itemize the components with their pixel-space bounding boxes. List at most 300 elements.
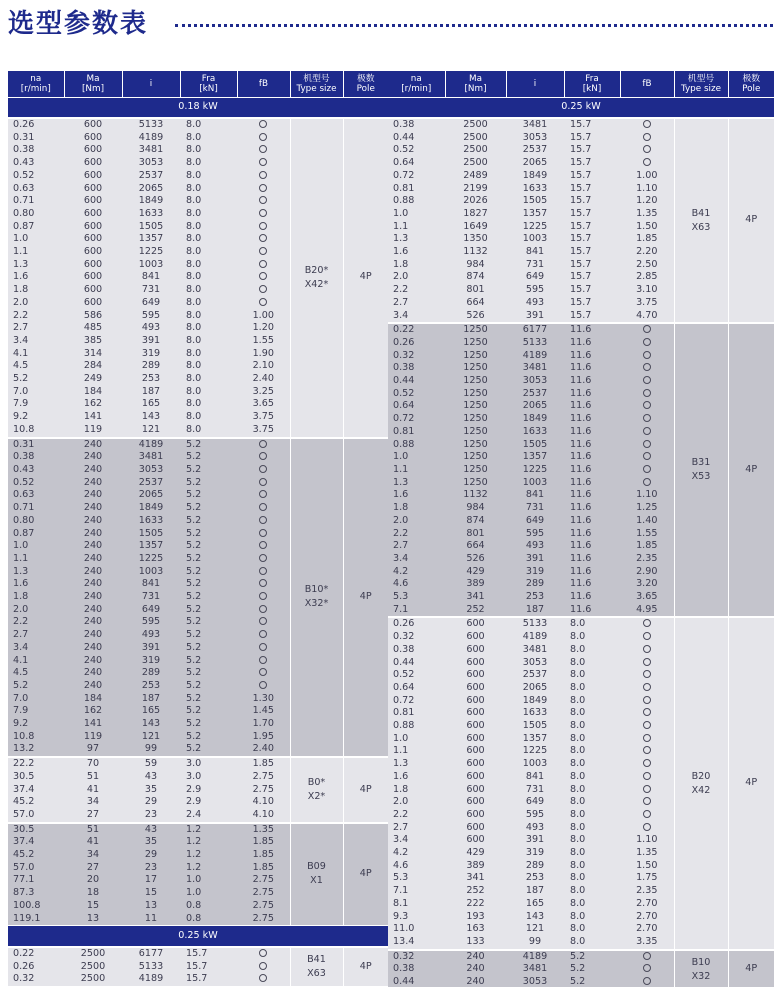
fra-cell: 8.0 bbox=[180, 144, 237, 157]
na-cell: 1.3 bbox=[388, 477, 445, 490]
fb-cell: 3.65 bbox=[237, 398, 290, 411]
ma-cell: 600 bbox=[64, 183, 122, 196]
fra-cell: 15.7 bbox=[564, 183, 620, 196]
fra-cell: 8.0 bbox=[564, 733, 620, 746]
i-cell: 2065 bbox=[122, 489, 180, 502]
fb-cell: 1.85 bbox=[237, 836, 290, 849]
fra-cell: 5.2 bbox=[180, 515, 237, 528]
circle-icon bbox=[643, 465, 651, 473]
ma-cell: 600 bbox=[64, 195, 122, 208]
header-i: i bbox=[506, 71, 564, 97]
fra-cell: 11.6 bbox=[564, 426, 620, 439]
table-row bbox=[388, 617, 774, 631]
header-fra-line: Fra bbox=[201, 74, 216, 85]
fb-cell bbox=[620, 400, 674, 413]
fb-cell bbox=[237, 642, 290, 655]
ma-cell: 600 bbox=[445, 617, 506, 631]
ma-cell: 240 bbox=[64, 578, 122, 591]
ma-cell: 2500 bbox=[445, 118, 506, 132]
fb-cell: 2.90 bbox=[620, 566, 674, 579]
i-cell: 29 bbox=[122, 849, 180, 862]
fb-cell: 1.85 bbox=[237, 757, 290, 771]
fra-cell: 2.4 bbox=[180, 809, 237, 823]
i-cell: 23 bbox=[122, 809, 180, 823]
fb-cell bbox=[620, 157, 674, 170]
fb-cell bbox=[620, 733, 674, 746]
na-cell: 0.38 bbox=[388, 963, 445, 976]
circle-icon bbox=[259, 579, 267, 587]
fra-cell: 8.0 bbox=[180, 424, 237, 438]
type-size-cell bbox=[674, 118, 728, 323]
i-cell: 4189 bbox=[122, 973, 180, 986]
fb-cell: 1.70 bbox=[237, 718, 290, 731]
i-cell: 4189 bbox=[506, 350, 564, 363]
ma-cell: 2199 bbox=[445, 183, 506, 196]
na-cell: 1.0 bbox=[388, 208, 445, 221]
fra-cell: 11.6 bbox=[564, 400, 620, 413]
fra-cell: 15.7 bbox=[180, 961, 237, 974]
na-cell: 0.52 bbox=[8, 477, 64, 490]
header-fb: fB bbox=[237, 71, 290, 97]
fb-cell bbox=[620, 657, 674, 670]
na-cell: 0.26 bbox=[388, 337, 445, 350]
i-cell: 595 bbox=[506, 809, 564, 822]
fra-cell: 15.7 bbox=[564, 132, 620, 145]
fb-cell bbox=[237, 961, 290, 974]
fb-cell bbox=[620, 976, 674, 987]
table-row bbox=[8, 757, 388, 771]
fra-cell: 5.2 bbox=[180, 464, 237, 477]
circle-icon bbox=[259, 234, 267, 242]
ma-cell: 1350 bbox=[445, 233, 506, 246]
i-cell: 1505 bbox=[122, 528, 180, 541]
ma-cell: 874 bbox=[445, 271, 506, 284]
na-cell: 2.0 bbox=[388, 271, 445, 284]
i-cell: 121 bbox=[506, 923, 564, 936]
i-cell: 1849 bbox=[506, 695, 564, 708]
ma-cell: 240 bbox=[64, 528, 122, 541]
circle-icon bbox=[643, 427, 651, 435]
i-cell: 253 bbox=[122, 680, 180, 693]
ma-cell: 600 bbox=[445, 758, 506, 771]
pole-cell: 4P bbox=[343, 438, 388, 758]
circle-icon bbox=[643, 158, 651, 166]
ma-cell: 240 bbox=[64, 477, 122, 490]
i-cell: 5133 bbox=[506, 337, 564, 350]
type-size-cell bbox=[674, 323, 728, 617]
i-cell: 319 bbox=[506, 847, 564, 860]
fra-cell: 5.2 bbox=[180, 655, 237, 668]
i-cell: 43 bbox=[122, 771, 180, 784]
fra-cell: 8.0 bbox=[180, 398, 237, 411]
circle-icon bbox=[259, 503, 267, 511]
fra-cell: 8.0 bbox=[180, 246, 237, 259]
i-cell: 99 bbox=[122, 743, 180, 757]
circle-icon bbox=[643, 823, 651, 831]
circle-icon bbox=[643, 632, 651, 640]
fb-cell bbox=[237, 667, 290, 680]
fb-cell: 2.70 bbox=[620, 898, 674, 911]
ma-cell: 600 bbox=[64, 132, 122, 145]
ma-cell: 15 bbox=[64, 900, 122, 913]
fb-cell bbox=[620, 631, 674, 644]
ma-cell: 389 bbox=[445, 578, 506, 591]
ma-cell: 385 bbox=[64, 335, 122, 348]
i-cell: 493 bbox=[506, 297, 564, 310]
fra-cell: 8.0 bbox=[564, 822, 620, 835]
ma-cell: 240 bbox=[64, 629, 122, 642]
na-cell: 0.38 bbox=[388, 362, 445, 375]
i-cell: 187 bbox=[506, 604, 564, 618]
ma-cell: 984 bbox=[445, 502, 506, 515]
type-size-cell bbox=[290, 823, 343, 926]
fb-cell: 2.75 bbox=[237, 887, 290, 900]
header-na bbox=[8, 71, 64, 97]
i-cell: 731 bbox=[506, 502, 564, 515]
fra-cell: 11.6 bbox=[564, 477, 620, 490]
i-cell: 841 bbox=[122, 271, 180, 284]
header-fra bbox=[180, 71, 237, 97]
header-na-line: [r/min] bbox=[401, 84, 432, 95]
ma-cell: 600 bbox=[445, 631, 506, 644]
ma-cell: 240 bbox=[64, 515, 122, 528]
header-type-size-line: Type size bbox=[296, 84, 337, 95]
na-cell: 0.26 bbox=[388, 617, 445, 631]
na-cell: 1.6 bbox=[8, 271, 64, 284]
fra-cell: 8.0 bbox=[180, 208, 237, 221]
i-cell: 731 bbox=[122, 591, 180, 604]
fra-cell: 5.2 bbox=[564, 963, 620, 976]
circle-icon bbox=[259, 529, 267, 537]
fra-cell: 11.6 bbox=[564, 464, 620, 477]
fra-cell: 5.2 bbox=[180, 489, 237, 502]
fb-cell: 3.20 bbox=[620, 578, 674, 591]
na-cell: 2.2 bbox=[388, 528, 445, 541]
type-size-cell-line: X32* bbox=[304, 598, 329, 610]
na-cell: 0.52 bbox=[388, 388, 445, 401]
i-cell: 187 bbox=[122, 386, 180, 399]
fb-cell: 2.75 bbox=[237, 900, 290, 913]
na-cell: 9.3 bbox=[388, 911, 445, 924]
circle-icon bbox=[643, 145, 651, 153]
fra-cell: 8.0 bbox=[564, 644, 620, 657]
i-cell: 649 bbox=[506, 796, 564, 809]
type-size-cell bbox=[290, 438, 343, 758]
ma-cell: 600 bbox=[445, 822, 506, 835]
i-cell: 1849 bbox=[506, 413, 564, 426]
i-cell: 1357 bbox=[506, 733, 564, 746]
i-cell: 391 bbox=[122, 642, 180, 655]
table-row bbox=[388, 323, 774, 337]
header-fra-line: [kN] bbox=[582, 84, 602, 95]
na-cell: 45.2 bbox=[8, 849, 64, 862]
fra-cell: 8.0 bbox=[564, 872, 620, 885]
fb-cell: 1.10 bbox=[620, 489, 674, 502]
header-pole-line: 极数 bbox=[742, 74, 761, 85]
na-cell: 3.4 bbox=[8, 335, 64, 348]
i-cell: 649 bbox=[122, 604, 180, 617]
ma-cell: 600 bbox=[64, 284, 122, 297]
ma-cell: 600 bbox=[445, 657, 506, 670]
power-row bbox=[388, 97, 774, 118]
i-cell: 1849 bbox=[506, 170, 564, 183]
ma-cell: 526 bbox=[445, 310, 506, 324]
fra-cell: 8.0 bbox=[180, 411, 237, 424]
i-cell: 1225 bbox=[506, 221, 564, 234]
na-cell: 1.1 bbox=[388, 745, 445, 758]
i-cell: 595 bbox=[122, 616, 180, 629]
na-cell: 0.72 bbox=[388, 695, 445, 708]
fra-cell: 15.7 bbox=[564, 284, 620, 297]
na-cell: 4.6 bbox=[388, 578, 445, 591]
ma-cell: 2026 bbox=[445, 195, 506, 208]
fb-cell bbox=[237, 221, 290, 234]
circle-icon bbox=[259, 490, 267, 498]
i-cell: 595 bbox=[122, 310, 180, 323]
na-cell: 1.8 bbox=[388, 259, 445, 272]
header-type-size-line: 机型号 bbox=[303, 74, 330, 85]
na-cell: 2.2 bbox=[8, 310, 64, 323]
na-cell: 1.0 bbox=[8, 540, 64, 553]
na-cell: 0.81 bbox=[388, 707, 445, 720]
na-cell: 0.38 bbox=[8, 144, 64, 157]
fra-cell: 15.7 bbox=[564, 233, 620, 246]
power-row bbox=[8, 97, 388, 118]
na-cell: 1.6 bbox=[8, 578, 64, 591]
circle-icon bbox=[643, 325, 651, 333]
ma-cell: 163 bbox=[445, 923, 506, 936]
fra-cell: 11.6 bbox=[564, 350, 620, 363]
fb-cell: 1.30 bbox=[237, 693, 290, 706]
ma-cell: 600 bbox=[445, 784, 506, 797]
circle-icon bbox=[643, 414, 651, 422]
fra-cell: 8.0 bbox=[180, 157, 237, 170]
i-cell: 165 bbox=[122, 705, 180, 718]
type-size-cell-line: X1 bbox=[310, 875, 323, 887]
fra-cell: 5.2 bbox=[180, 528, 237, 541]
ma-cell: 600 bbox=[64, 271, 122, 284]
fra-cell: 8.0 bbox=[564, 771, 620, 784]
i-cell: 4189 bbox=[506, 950, 564, 964]
ma-cell: 2500 bbox=[445, 132, 506, 145]
fb-cell bbox=[237, 438, 290, 452]
ma-cell: 240 bbox=[64, 591, 122, 604]
i-cell: 3481 bbox=[506, 644, 564, 657]
fra-cell: 8.0 bbox=[180, 386, 237, 399]
fb-cell bbox=[620, 707, 674, 720]
type-size-cell bbox=[290, 757, 343, 823]
fb-cell bbox=[237, 208, 290, 221]
type-size-cell-line: B20* bbox=[304, 264, 329, 276]
header-ma-line: [Nm] bbox=[81, 84, 104, 95]
fra-cell: 8.0 bbox=[564, 707, 620, 720]
header-i: i bbox=[122, 71, 180, 97]
power-label: 0.25 kW bbox=[8, 926, 388, 947]
na-cell: 0.31 bbox=[8, 438, 64, 452]
i-cell: 253 bbox=[122, 373, 180, 386]
fra-cell: 15.7 bbox=[564, 170, 620, 183]
na-cell: 0.81 bbox=[388, 426, 445, 439]
table-row bbox=[8, 823, 388, 837]
na-cell: 1.0 bbox=[388, 451, 445, 464]
fra-cell: 5.2 bbox=[180, 642, 237, 655]
i-cell: 253 bbox=[506, 591, 564, 604]
ma-cell: 600 bbox=[445, 796, 506, 809]
header-fra-line: [kN] bbox=[199, 84, 218, 95]
ma-cell: 1250 bbox=[445, 375, 506, 388]
circle-icon bbox=[259, 630, 267, 638]
fra-cell: 8.0 bbox=[564, 695, 620, 708]
i-cell: 649 bbox=[122, 297, 180, 310]
fra-cell: 11.6 bbox=[564, 337, 620, 350]
fb-cell: 1.35 bbox=[620, 847, 674, 860]
na-cell: 5.3 bbox=[388, 872, 445, 885]
header-pole bbox=[343, 71, 388, 97]
na-cell: 0.81 bbox=[388, 183, 445, 196]
ma-cell: 284 bbox=[64, 360, 122, 373]
ma-cell: 240 bbox=[445, 976, 506, 987]
fra-cell: 15.7 bbox=[564, 246, 620, 259]
circle-icon bbox=[643, 670, 651, 678]
fb-cell bbox=[237, 502, 290, 515]
ma-cell: 1250 bbox=[445, 362, 506, 375]
circle-icon bbox=[259, 617, 267, 625]
na-cell: 4.2 bbox=[388, 566, 445, 579]
fb-cell: 1.00 bbox=[237, 310, 290, 323]
i-cell: 3053 bbox=[506, 976, 564, 987]
circle-icon bbox=[643, 759, 651, 767]
fra-cell: 5.2 bbox=[180, 705, 237, 718]
fb-cell: 1.35 bbox=[237, 823, 290, 837]
type-size-cell bbox=[674, 617, 728, 949]
parameter-table-right bbox=[388, 71, 774, 987]
ma-cell: 51 bbox=[64, 771, 122, 784]
i-cell: 15 bbox=[122, 887, 180, 900]
na-cell: 1.3 bbox=[388, 758, 445, 771]
ma-cell: 600 bbox=[64, 259, 122, 272]
i-cell: 319 bbox=[506, 566, 564, 579]
fb-cell bbox=[237, 973, 290, 986]
fb-cell: 2.40 bbox=[237, 743, 290, 757]
fra-cell: 8.0 bbox=[180, 271, 237, 284]
circle-icon bbox=[643, 389, 651, 397]
fb-cell: 3.35 bbox=[620, 936, 674, 950]
circle-icon bbox=[643, 645, 651, 653]
fra-cell: 8.0 bbox=[180, 132, 237, 145]
na-cell: 0.43 bbox=[8, 464, 64, 477]
fra-cell: 8.0 bbox=[180, 310, 237, 323]
fra-cell: 8.0 bbox=[180, 170, 237, 183]
fb-cell bbox=[237, 170, 290, 183]
fra-cell: 5.2 bbox=[180, 667, 237, 680]
circle-icon bbox=[643, 619, 651, 627]
ma-cell: 162 bbox=[64, 705, 122, 718]
fb-cell bbox=[237, 246, 290, 259]
circle-icon bbox=[643, 478, 651, 486]
fb-cell bbox=[620, 796, 674, 809]
header-fb: fB bbox=[620, 71, 674, 97]
ma-cell: 18 bbox=[64, 887, 122, 900]
circle-icon bbox=[643, 772, 651, 780]
ma-cell: 240 bbox=[64, 667, 122, 680]
power-label: 0.18 kW bbox=[8, 97, 388, 118]
na-cell: 1.8 bbox=[388, 784, 445, 797]
fb-cell bbox=[620, 337, 674, 350]
i-cell: 1003 bbox=[122, 566, 180, 579]
i-cell: 3053 bbox=[506, 132, 564, 145]
fb-cell: 1.35 bbox=[620, 208, 674, 221]
circle-icon bbox=[259, 656, 267, 664]
i-cell: 391 bbox=[506, 553, 564, 566]
na-cell: 1.3 bbox=[388, 233, 445, 246]
ma-cell: 240 bbox=[64, 502, 122, 515]
fb-cell bbox=[620, 758, 674, 771]
fb-cell: 2.35 bbox=[620, 553, 674, 566]
na-cell: 8.1 bbox=[388, 898, 445, 911]
circle-icon bbox=[643, 363, 651, 371]
type-size-cell-line: X2* bbox=[307, 790, 326, 802]
i-cell: 289 bbox=[122, 667, 180, 680]
fb-cell bbox=[237, 297, 290, 310]
header-fra-line: Fra bbox=[585, 74, 599, 85]
fra-cell: 8.0 bbox=[180, 297, 237, 310]
parameter-table-left bbox=[8, 71, 388, 986]
fra-cell: 5.2 bbox=[180, 629, 237, 642]
i-cell: 595 bbox=[506, 284, 564, 297]
fra-cell: 11.6 bbox=[564, 528, 620, 541]
circle-icon bbox=[259, 120, 267, 128]
na-cell: 2.2 bbox=[388, 809, 445, 822]
fb-cell bbox=[620, 413, 674, 426]
fb-cell bbox=[237, 540, 290, 553]
na-cell: 0.26 bbox=[8, 118, 64, 132]
ma-cell: 600 bbox=[64, 118, 122, 132]
fb-cell bbox=[620, 695, 674, 708]
na-cell: 30.5 bbox=[8, 823, 64, 837]
na-cell: 2.7 bbox=[388, 822, 445, 835]
fb-cell: 3.10 bbox=[620, 284, 674, 297]
fra-cell: 8.0 bbox=[564, 834, 620, 847]
na-cell: 7.9 bbox=[8, 398, 64, 411]
ma-cell: 41 bbox=[64, 836, 122, 849]
fra-cell: 8.0 bbox=[564, 784, 620, 797]
fb-cell bbox=[237, 566, 290, 579]
i-cell: 1505 bbox=[506, 439, 564, 452]
circle-icon bbox=[643, 683, 651, 691]
na-cell: 2.7 bbox=[8, 322, 64, 335]
ma-cell: 240 bbox=[64, 438, 122, 452]
na-cell: 0.64 bbox=[388, 400, 445, 413]
na-cell: 0.44 bbox=[388, 132, 445, 145]
i-cell: 289 bbox=[122, 360, 180, 373]
i-cell: 23 bbox=[122, 862, 180, 875]
fra-cell: 3.0 bbox=[180, 771, 237, 784]
fra-cell: 5.2 bbox=[180, 477, 237, 490]
ma-cell: 600 bbox=[445, 771, 506, 784]
fb-cell: 3.75 bbox=[620, 297, 674, 310]
i-cell: 289 bbox=[506, 578, 564, 591]
table-row bbox=[388, 118, 774, 132]
i-cell: 1849 bbox=[122, 502, 180, 515]
fb-cell: 2.35 bbox=[620, 885, 674, 898]
ma-cell: 1250 bbox=[445, 323, 506, 337]
na-cell: 1.3 bbox=[8, 566, 64, 579]
header-row bbox=[8, 71, 388, 97]
i-cell: 319 bbox=[122, 348, 180, 361]
fra-cell: 8.0 bbox=[564, 885, 620, 898]
na-cell: 5.3 bbox=[388, 591, 445, 604]
header-na-line: na bbox=[410, 74, 422, 85]
